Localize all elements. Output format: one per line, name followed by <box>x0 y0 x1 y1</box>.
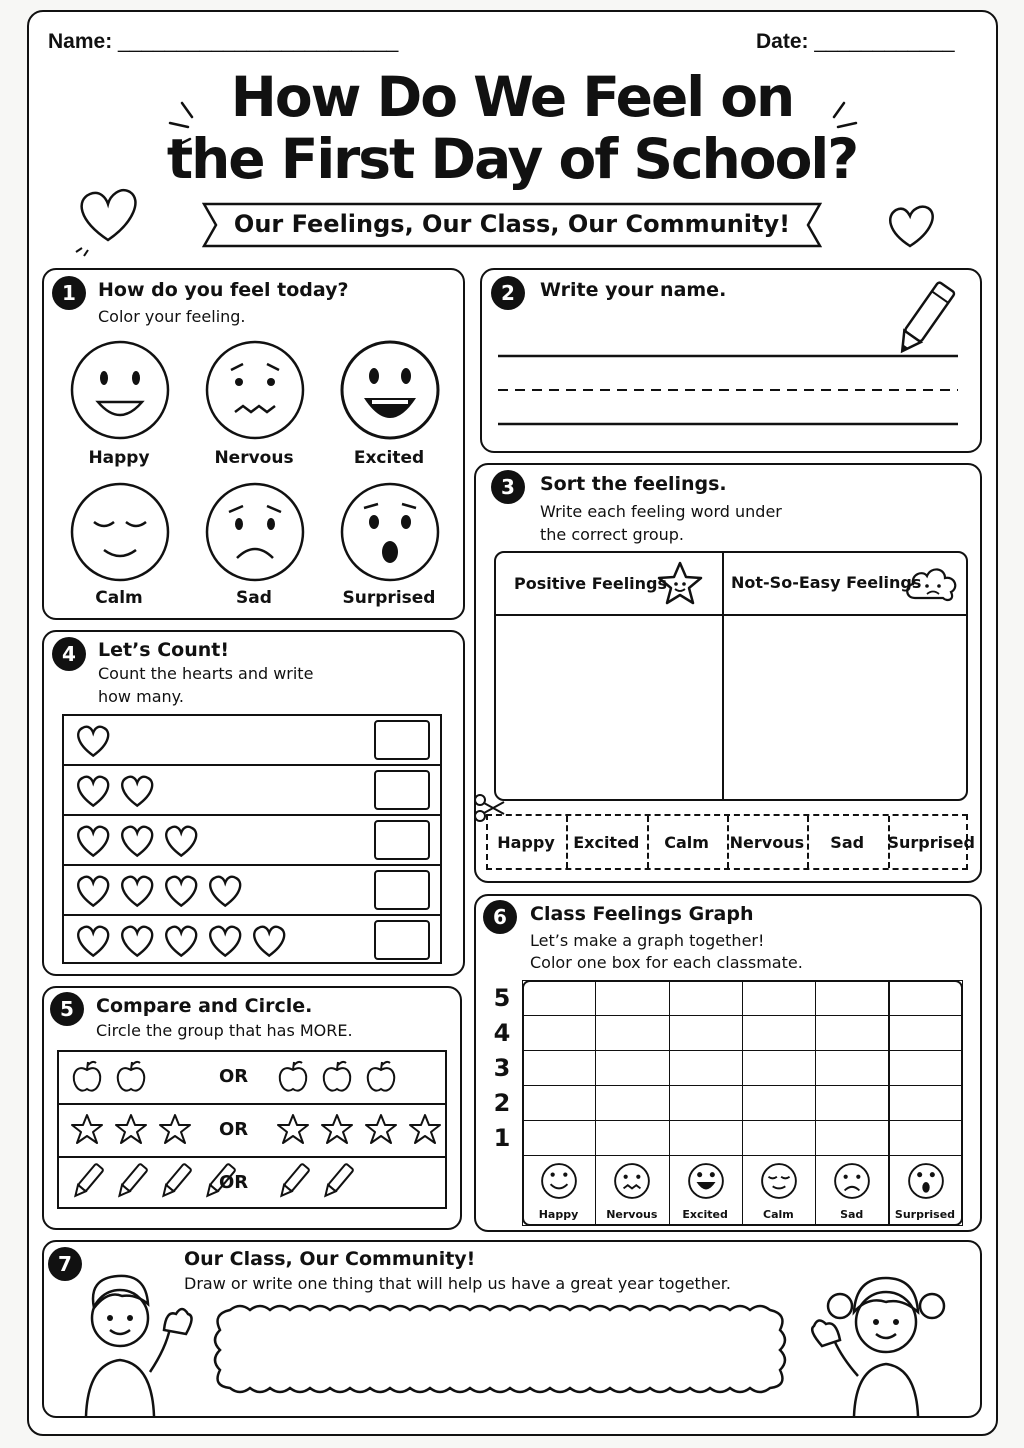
section-5-number: 5 <box>50 992 84 1026</box>
sparkle-left-icon <box>160 95 200 165</box>
apple-icon <box>280 1062 307 1091</box>
section-4-instruction-1: Count the hearts and write <box>98 664 314 683</box>
graph-cell[interactable] <box>669 1120 743 1156</box>
section-6-instruction-2: Color one box for each classmate. <box>530 953 803 972</box>
cutout-divider <box>566 816 568 868</box>
name-line: ________________________ <box>118 30 399 53</box>
graph-column-label: Excited <box>682 1208 728 1221</box>
cutout-word[interactable]: Calm <box>664 833 709 852</box>
heart-icon <box>78 727 108 756</box>
compare-group-right[interactable] <box>275 1160 445 1206</box>
heart-group <box>74 868 334 914</box>
star-icon <box>116 1115 146 1143</box>
heart-icon <box>78 927 108 956</box>
heart-icon <box>254 927 284 956</box>
graph-y-label: 4 <box>493 1019 511 1047</box>
count-row <box>62 714 442 764</box>
heart-icon <box>210 927 240 956</box>
pencil-icon <box>278 1163 310 1199</box>
heart-icon <box>78 777 108 806</box>
section-7-heading: Our Class, Our Community! <box>184 1248 476 1270</box>
section-6-instruction-1: Let’s make a graph together! <box>530 931 765 950</box>
graph-cell[interactable] <box>889 1050 963 1086</box>
face-label-surprised: Surprised <box>342 588 436 608</box>
graph-cell[interactable] <box>742 980 816 1016</box>
graph-cell[interactable] <box>742 1085 816 1121</box>
star-icon <box>160 1115 190 1143</box>
section-3-instruction-1: Write each feeling word under <box>540 502 782 521</box>
star-icon <box>366 1115 396 1143</box>
graph-column-label: Sad <box>840 1208 864 1221</box>
graph-face-excited-icon <box>687 1162 725 1200</box>
section-1-number: 1 <box>52 276 86 310</box>
section-6-number: 6 <box>483 900 517 934</box>
heart-icon <box>166 927 196 956</box>
cutout-divider <box>807 816 809 868</box>
graph-cell[interactable] <box>595 1120 669 1156</box>
face-label-excited: Excited <box>353 448 425 468</box>
date-line: ____________ <box>814 30 955 53</box>
cutout-word[interactable]: Sad <box>830 833 865 852</box>
cutout-divider <box>727 816 729 868</box>
graph-column-label: Calm <box>763 1208 794 1221</box>
graph-cell[interactable] <box>522 980 596 1016</box>
graph-y-label: 5 <box>493 984 511 1012</box>
smiling-star-icon <box>656 560 704 608</box>
heart-group <box>74 768 334 814</box>
section-5-heading: Compare and Circle. <box>96 995 313 1017</box>
star-icon <box>322 1115 352 1143</box>
section-3-heading: Sort the feelings. <box>540 473 727 495</box>
graph-cell[interactable] <box>669 1050 743 1086</box>
section-1-heading: How do you feel today? <box>98 279 349 301</box>
cutout-word[interactable]: Happy <box>497 833 555 852</box>
section-2-heading: Write your name. <box>540 279 727 301</box>
apple-icon <box>324 1062 351 1091</box>
star-icon <box>72 1115 102 1143</box>
graph-cell[interactable] <box>522 1015 596 1051</box>
handwriting-lines[interactable] <box>496 350 962 430</box>
graph-cell[interactable] <box>815 1085 889 1121</box>
heart-icon <box>210 877 240 906</box>
pencil-icon <box>72 1163 104 1199</box>
heart-icon <box>122 777 152 806</box>
section-4-instruction-2: how many. <box>98 687 184 706</box>
graph-cell[interactable] <box>742 1015 816 1051</box>
graph-y-label: 1 <box>493 1124 511 1152</box>
page-title-line2: the First Day of School? <box>166 127 858 191</box>
section-7-number: 7 <box>48 1247 82 1281</box>
heart-icon <box>122 877 152 906</box>
graph-cell[interactable] <box>522 1050 596 1086</box>
cutout-divider <box>888 816 890 868</box>
heart-icon <box>122 827 152 856</box>
graph-cell[interactable] <box>595 1085 669 1121</box>
surprised-face-icon[interactable] <box>338 478 442 588</box>
heart-icon <box>122 927 152 956</box>
col-positive-feelings: Positive Feelings <box>514 574 668 593</box>
graph-face-surprised-icon <box>907 1162 945 1200</box>
section-1-instruction: Color your feeling. <box>98 307 246 326</box>
face-label-happy: Happy <box>88 448 150 468</box>
section-4-number: 4 <box>52 637 86 671</box>
heart-group <box>74 818 334 864</box>
face-label-calm: Calm <box>95 588 143 608</box>
drawing-cloud-area[interactable] <box>210 1300 790 1398</box>
page-title-line1: How Do We Feel on <box>230 65 794 129</box>
heart-group <box>74 718 334 764</box>
star-icon <box>278 1115 308 1143</box>
compare-group-left[interactable] <box>69 1160 239 1206</box>
or-label: OR <box>219 1119 249 1140</box>
graph-cell[interactable] <box>669 980 743 1016</box>
heart-decoration-icon <box>68 182 148 262</box>
sad-face-icon[interactable] <box>203 478 307 588</box>
graph-cell[interactable] <box>889 1015 963 1051</box>
nervous-face-icon[interactable] <box>203 336 307 446</box>
cutout-word[interactable]: Surprised <box>887 833 975 852</box>
answer-box[interactable] <box>374 870 430 910</box>
graph-cell[interactable] <box>742 1050 816 1086</box>
apple-icon <box>368 1062 395 1091</box>
apple-icon <box>74 1062 101 1091</box>
date-label: Date: <box>756 30 809 53</box>
boy-waving-icon <box>66 1268 196 1418</box>
name-label: Name: <box>48 30 113 53</box>
subtitle: Our Feelings, Our Class, Our Community! <box>233 210 791 238</box>
graph-face-sad-icon <box>833 1162 871 1200</box>
or-label: OR <box>219 1172 249 1193</box>
graph-cell[interactable] <box>522 1085 596 1121</box>
answer-box[interactable] <box>374 720 430 760</box>
graph-column-label: Nervous <box>606 1208 658 1221</box>
section-6-heading: Class Feelings Graph <box>530 903 754 925</box>
answer-box[interactable] <box>374 820 430 860</box>
cutout-divider <box>647 816 649 868</box>
graph-cell[interactable] <box>815 1015 889 1051</box>
count-row <box>62 764 442 814</box>
name-field[interactable] <box>48 30 398 54</box>
sparkle-right-icon <box>826 95 866 165</box>
graph-face-happy-icon <box>540 1162 578 1200</box>
compare-group-left[interactable] <box>69 1107 239 1153</box>
compare-group-right[interactable] <box>275 1107 445 1153</box>
count-row <box>62 814 442 864</box>
graph-cell[interactable] <box>522 1120 596 1156</box>
graph-column-label: Happy <box>538 1208 579 1221</box>
graph-cell[interactable] <box>815 1050 889 1086</box>
star-icon <box>410 1115 440 1143</box>
graph-cell[interactable] <box>889 1085 963 1121</box>
face-label-sad: Sad <box>236 588 272 608</box>
section-3-number: 3 <box>491 470 525 504</box>
heart-icon <box>78 827 108 856</box>
graph-y-label: 2 <box>493 1089 511 1117</box>
count-row <box>62 864 442 914</box>
compare-group-right[interactable] <box>275 1054 445 1100</box>
girl-waving-icon <box>806 1268 966 1418</box>
graph-column-label: Surprised <box>894 1208 956 1221</box>
heart-icon <box>166 827 196 856</box>
face-label-nervous: Nervous <box>214 448 294 468</box>
pencil-icon <box>322 1163 354 1199</box>
excited-face-icon[interactable] <box>338 336 442 446</box>
graph-face-calm-icon <box>760 1162 798 1200</box>
date-field[interactable] <box>756 30 955 54</box>
section-2-number: 2 <box>491 276 525 310</box>
graph-cell[interactable] <box>669 1015 743 1051</box>
pencil-icon <box>160 1163 192 1199</box>
or-label: OR <box>219 1066 249 1087</box>
section-7-instruction: Draw or write one thing that will help us have a great year together. <box>184 1274 731 1293</box>
heart-icon <box>166 877 196 906</box>
cutout-word[interactable]: Nervous <box>729 833 805 852</box>
heart-icon <box>78 877 108 906</box>
answer-box[interactable] <box>374 920 430 960</box>
calm-face-icon[interactable] <box>68 478 172 588</box>
graph-cell[interactable] <box>669 1085 743 1121</box>
graph-cell[interactable] <box>742 1120 816 1156</box>
worried-cloud-icon <box>903 562 961 606</box>
graph-face-nervous-icon <box>613 1162 651 1200</box>
pencil-icon <box>116 1163 148 1199</box>
graph-cell[interactable] <box>595 980 669 1016</box>
heart-group <box>74 918 334 964</box>
graph-y-label: 3 <box>493 1054 511 1082</box>
sort-table-header-rule <box>494 614 968 616</box>
section-4-heading: Let’s Count! <box>98 639 230 661</box>
cutout-word[interactable]: Excited <box>573 833 640 852</box>
graph-cell[interactable] <box>815 980 889 1016</box>
happy-face-icon[interactable] <box>68 336 172 446</box>
graph-cell[interactable] <box>595 1050 669 1086</box>
graph-cell[interactable] <box>889 980 963 1016</box>
section-5-instruction: Circle the group that has MORE. <box>96 1021 353 1040</box>
count-row <box>62 914 442 964</box>
graph-cell[interactable] <box>889 1120 963 1156</box>
graph-cell[interactable] <box>595 1015 669 1051</box>
heart-decoration-right-icon <box>882 200 942 260</box>
compare-group-left[interactable] <box>69 1054 239 1100</box>
apple-icon <box>118 1062 145 1091</box>
answer-box[interactable] <box>374 770 430 810</box>
sort-table-divider <box>722 553 724 799</box>
section-3-instruction-2: the correct group. <box>540 525 685 544</box>
col-not-so-easy-feelings: Not-So-Easy Feelings <box>731 573 922 592</box>
graph-cell[interactable] <box>815 1120 889 1156</box>
